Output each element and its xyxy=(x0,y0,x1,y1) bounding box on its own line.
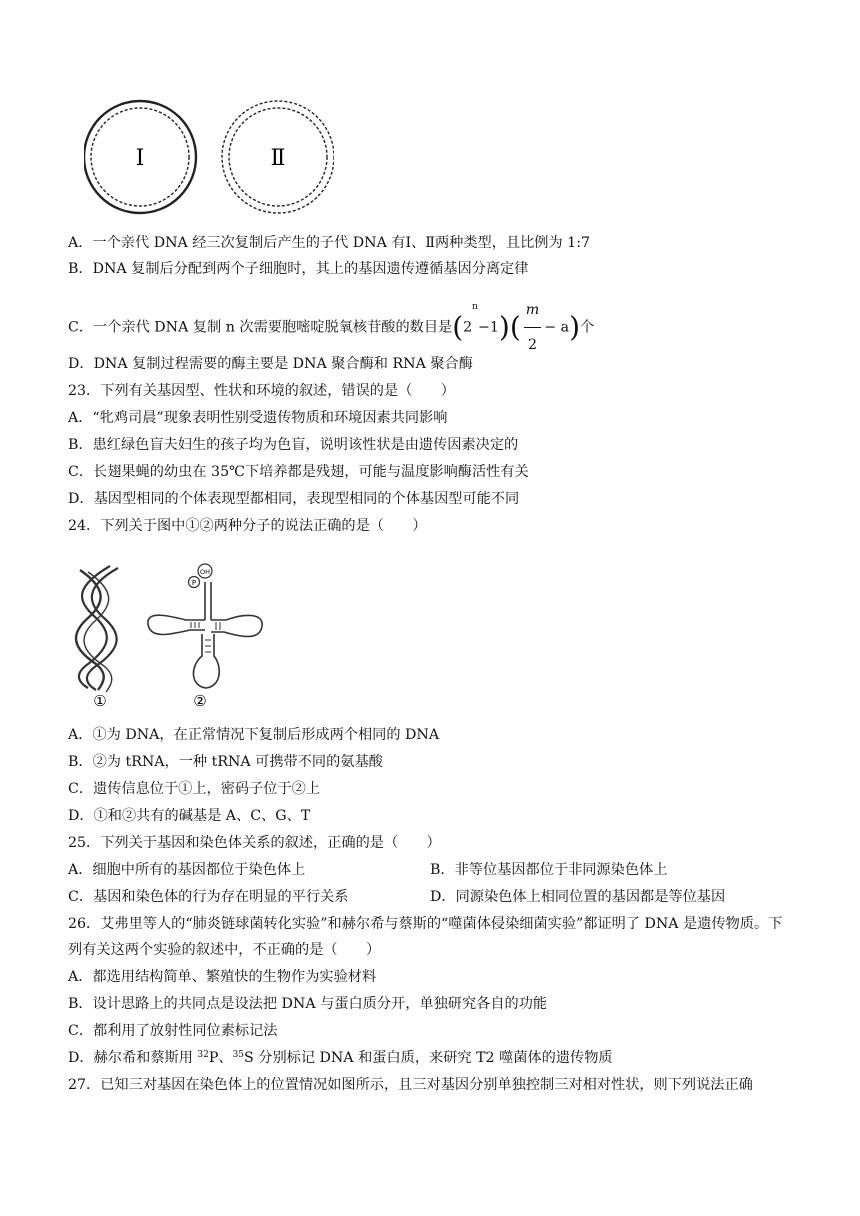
q23-option-a: A．“牝鸡司晨”现象表明性别受遗传物质和环境因素共同影响 xyxy=(68,410,448,426)
fraction-denominator: 2 xyxy=(527,337,538,353)
q22-option-d: D．DNA 复制过程需要的酶主要是 DNA 聚合酶和 RNA 聚合酶 xyxy=(68,356,473,372)
q22-option-c xyxy=(68,293,594,362)
q23-option-d: D．基因型相同的个体表现型都相同，表现型相同的个体基因型可能不同 xyxy=(68,491,520,507)
q26-option-d xyxy=(68,1048,613,1068)
q26-option-c: C．都利用了放射性同位素标记法 xyxy=(68,1023,278,1039)
q26-option-d-pre: D．赫尔希和蔡斯用 xyxy=(68,1050,198,1066)
q24-option-a: A．①为 DNA，在正常情况下复制后形成两个相同的 DNA xyxy=(68,727,440,743)
formula-exponent: n xyxy=(472,302,478,312)
paren-right: ) xyxy=(498,310,510,344)
q22-option-b: B．DNA 复制后分配到两个子细胞时，其上的基因遗传遵循基因分离定律 xyxy=(68,261,529,277)
q24-stem: 24．下列关于图中①②两种分子的说法正确的是（ ） xyxy=(68,518,427,534)
q26-option-a: A．都选用结构简单、繁殖快的生物作为实验材料 xyxy=(68,969,377,985)
q24-option-d: D．①和②共有的碱基是 A、C、G、T xyxy=(68,808,311,824)
q23-option-b: B．患红绿色盲夫妇生的孩子均为色盲，说明该性状是由遗传因素决定的 xyxy=(68,437,519,453)
trna-cloverleaf xyxy=(148,582,262,688)
figure-label-2: ② xyxy=(193,692,207,708)
q25-stem: 25．下列关于基因和染色体关系的叙述，正确的是（ ） xyxy=(68,835,441,851)
trna-oh-label: OH xyxy=(199,568,211,576)
paren-right-2: ) xyxy=(569,310,581,344)
q26-option-b: B．设计思路上的共同点是设法把 DNA 与蛋白质分开，单独研究各自的功能 xyxy=(68,996,548,1012)
q25-option-d: D．同源染色体上相同位置的基因都是等位基因 xyxy=(430,889,726,905)
trna-phosphate-label: P xyxy=(191,579,197,587)
dna-circle-i-label: Ⅰ xyxy=(135,146,145,171)
formula-fraction xyxy=(524,293,541,362)
q26-option-d-mid2: S 分别标记 DNA 和蛋白质，来研究 T2 噬菌体的遗传物质 xyxy=(244,1050,613,1066)
dna-double-helix xyxy=(76,566,118,692)
paren-left-2: ( xyxy=(509,310,521,344)
q22-option-a: A．一个亲代 DNA 经三次复制后产生的子代 DNA 有Ⅰ、Ⅱ两种类型，且比例为 1:7 xyxy=(68,235,591,251)
q25-option-a: A．细胞中所有的基因都位于染色体上 xyxy=(68,862,306,878)
dna-trna-figure xyxy=(66,560,266,708)
q27-stem: 27．已知三对基因在染色体上的位置情况如图所示，且三对基因分别单独控制三对相对性状，则下列说法正确 xyxy=(68,1077,753,1093)
paren-left: ( xyxy=(452,310,464,344)
formula-base: 2 xyxy=(463,319,473,336)
figure-label-1: ① xyxy=(93,692,107,708)
formula-minus-one: −1 xyxy=(477,319,499,336)
circular-dna-figure xyxy=(84,96,334,218)
isotope-35-sup: 35 xyxy=(232,1050,245,1060)
q23-option-c: C．长翅果蝇的幼虫在 35℃下培养都是残翅，可能与温度影响酶活性有关 xyxy=(68,464,529,480)
dna-circle-ii-label: Ⅱ xyxy=(270,146,286,171)
formula-tail: − a xyxy=(544,319,570,336)
q25-option-b: B．非等位基因都位于非同源染色体上 xyxy=(430,862,668,878)
q24-option-c: C．遗传信息位于①上，密码子位于②上 xyxy=(68,781,321,797)
isotope-32-sup: 32 xyxy=(197,1050,209,1060)
q26-stem: 26．艾弗里等人的“肺炎链球菌转化实验”和赫尔希与蔡斯的“噬菌体侵染细菌实验”都证明了 DNA 是遗传物质。下列有关这两个实验的叙述中，不正确的是（ ） xyxy=(68,916,783,958)
q25-option-c: C．基因和染色体的行为存在明显的平行关系 xyxy=(68,889,349,905)
q22-option-c-suffix: 个 xyxy=(580,319,595,336)
q22-option-c-prefix: C．一个亲代 DNA 复制 n 次需要胞嘧啶脱氧核苷酸的数目是 xyxy=(68,319,453,336)
q24-option-b: B．②为 tRNA，一种 tRNA 可携带不同的氨基酸 xyxy=(68,754,383,770)
fraction-numerator: m xyxy=(524,293,541,328)
q26-option-d-mid1: P、 xyxy=(208,1050,233,1066)
q23-stem: 23．下列有关基因型、性状和环境的叙述，错误的是（ ） xyxy=(68,383,455,399)
